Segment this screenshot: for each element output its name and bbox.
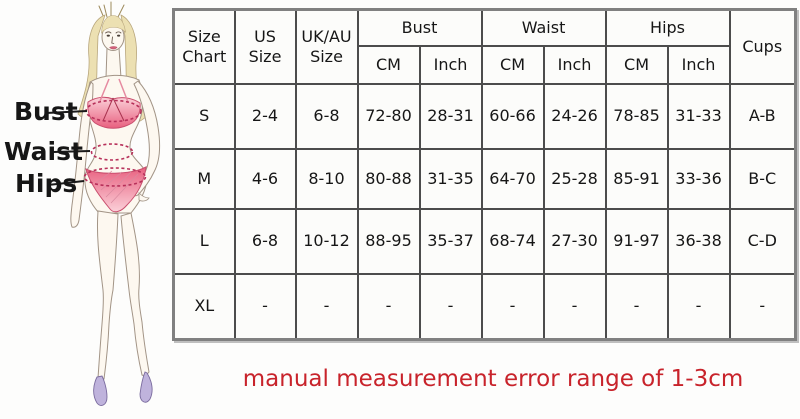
right-shoe <box>140 372 152 402</box>
header-bust: Bust <box>358 10 482 46</box>
table-cell: C-D <box>730 209 796 274</box>
table-cell: - <box>544 274 606 340</box>
table-cell: 28-31 <box>420 84 482 149</box>
table-cell: 27-30 <box>544 209 606 274</box>
table-cell: 31-35 <box>420 149 482 209</box>
table-cell: - <box>420 274 482 340</box>
table-cell: 80-88 <box>358 149 420 209</box>
header-waist: Waist <box>482 10 606 46</box>
figure-sketch <box>0 0 185 419</box>
row-size-label: M <box>174 149 235 209</box>
row-size-label: L <box>174 209 235 274</box>
header-bust-inch: Inch <box>420 46 482 84</box>
table-cell: - <box>482 274 544 340</box>
table-cell: - <box>296 274 358 340</box>
table-row-s <box>174 84 796 149</box>
table-cell: 64-70 <box>482 149 544 209</box>
table-cell: - <box>730 274 796 340</box>
table-cell: A-B <box>730 84 796 149</box>
table-cell: 4-6 <box>235 149 296 209</box>
waist-label: Waist <box>4 137 83 166</box>
table-cell: 10-12 <box>296 209 358 274</box>
header-us-size: US Size <box>235 10 296 84</box>
table-cell: - <box>668 274 730 340</box>
table-cell: 33-36 <box>668 149 730 209</box>
table-row-m <box>174 149 796 209</box>
table-cell: B-C <box>730 149 796 209</box>
table-cell: 91-97 <box>606 209 668 274</box>
table-cell: 78-85 <box>606 84 668 149</box>
header-hips-cm: CM <box>606 46 668 84</box>
table-cell: - <box>358 274 420 340</box>
table-cell: 88-95 <box>358 209 420 274</box>
header-cups: Cups <box>730 10 796 84</box>
header-hips-inch: Inch <box>668 46 730 84</box>
measurement-note: manual measurement error range of 1-3cm <box>242 366 744 392</box>
table-cell: 8-10 <box>296 149 358 209</box>
table-cell: - <box>235 274 296 340</box>
right-eye-icon <box>117 35 120 37</box>
table-cell: 35-37 <box>420 209 482 274</box>
size-chart-table <box>172 8 797 341</box>
row-size-label: XL <box>174 274 235 340</box>
header-bust-cm: CM <box>358 46 420 84</box>
bust-label: Bust <box>14 97 78 126</box>
table-cell: 68-74 <box>482 209 544 274</box>
table-cell: 36-38 <box>668 209 730 274</box>
table-cell: 60-66 <box>482 84 544 149</box>
table-cell: 25-28 <box>544 149 606 209</box>
table-row-l <box>174 209 796 274</box>
table-cell: 6-8 <box>235 209 296 274</box>
row-size-label: S <box>174 84 235 149</box>
table-cell: 2-4 <box>235 84 296 149</box>
measurement-figure <box>0 0 185 419</box>
table-cell: 6-8 <box>296 84 358 149</box>
header-waist-cm: CM <box>482 46 544 84</box>
table-cell: - <box>606 274 668 340</box>
table-row-xl <box>174 274 796 340</box>
table-cell: 24-26 <box>544 84 606 149</box>
figure-hand <box>139 193 149 201</box>
table-cell: 85-91 <box>606 149 668 209</box>
header-size-chart: Size Chart <box>174 10 235 84</box>
left-shoe <box>94 376 107 405</box>
figure-neck <box>106 48 121 78</box>
left-eye-icon <box>107 35 110 37</box>
table-cell: 72-80 <box>358 84 420 149</box>
header-ukau-size: UK/AU Size <box>296 10 358 84</box>
table-cell: 31-33 <box>668 84 730 149</box>
hips-label: Hips <box>15 169 78 198</box>
figure-left-leg <box>97 211 118 380</box>
figure-right-leg <box>121 213 149 375</box>
header-hips: Hips <box>606 10 730 46</box>
header-waist-inch: Inch <box>544 46 606 84</box>
